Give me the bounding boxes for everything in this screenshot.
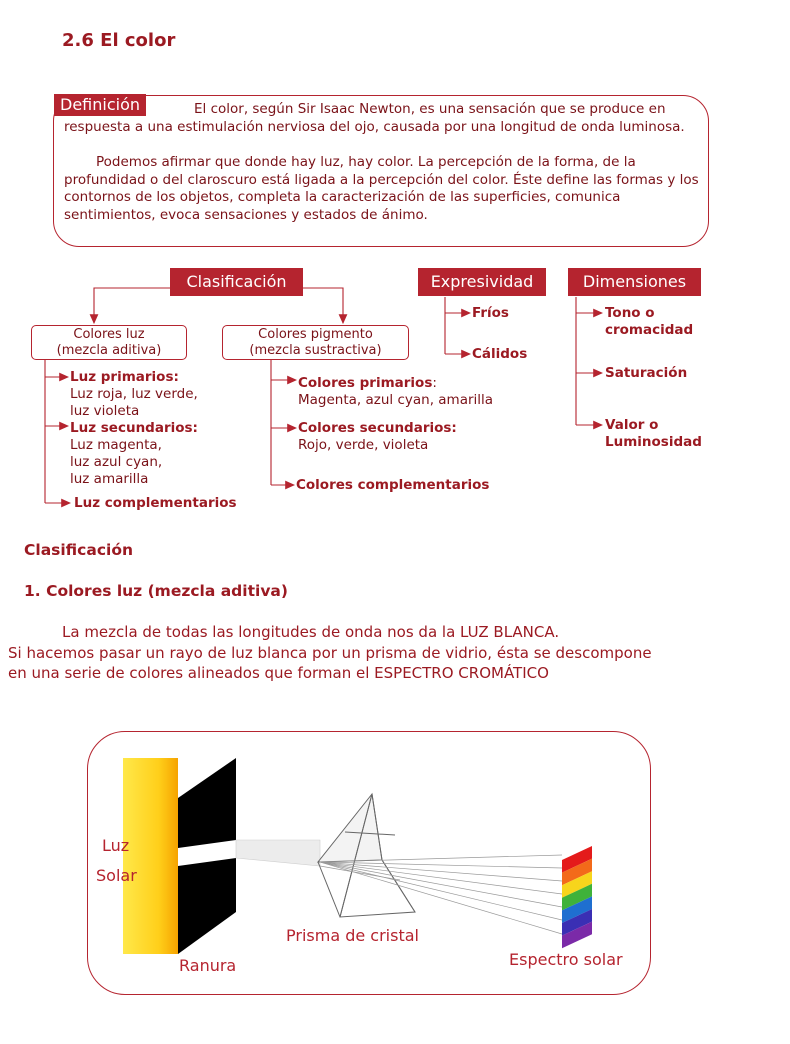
luz-secundarios-line2: luz azul cyan, xyxy=(70,454,163,470)
luz-primarios-label: Luz primarios: xyxy=(70,369,179,385)
page-title: 2.6 El color xyxy=(62,30,176,51)
pigmento-complementarios: Colores complementarios xyxy=(296,477,490,493)
pigmento-primarios-label: Colores primarios xyxy=(298,375,433,391)
dimensiones-header: Dimensiones xyxy=(568,268,701,296)
pigmento-primarios-line1: Magenta, azul cyan, amarilla xyxy=(298,392,494,408)
paragraph-line-1: La mezcla de todas las longitudes de onda nos da la LUZ BLANCA. xyxy=(62,623,560,641)
sunlight-panel xyxy=(123,758,178,954)
colores-luz-line2: (mezcla aditiva) xyxy=(56,343,162,358)
paragraph-line-3: en una serie de colores alineados que forman el ESPECTRO CROMÁTICO xyxy=(8,664,549,682)
expresividad-header: Expresividad xyxy=(418,268,546,296)
definition-tag: Definición xyxy=(54,94,146,116)
clasificacion-header: Clasificación xyxy=(170,268,303,296)
dimension-tono-line2: cromacidad xyxy=(605,322,694,338)
label-prisma: Prisma de cristal xyxy=(286,926,419,945)
pigmento-primarios-colon: : xyxy=(432,375,437,391)
dimension-valor-line1: Valor o xyxy=(605,417,659,433)
spectrum-strip xyxy=(562,846,592,948)
label-espectro: Espectro solar xyxy=(509,950,623,969)
light-beam xyxy=(236,840,320,866)
luz-secundarios-line1: Luz magenta, xyxy=(70,437,162,453)
colores-pigmento-line2: (mezcla sustractiva) xyxy=(249,343,382,358)
section-heading: Clasificación xyxy=(24,541,134,559)
luz-secundarios-line3: luz amarilla xyxy=(70,471,149,487)
luz-complementarios: Luz complementarios xyxy=(74,495,237,511)
prism xyxy=(318,794,415,917)
pigmento-secundarios-label: Colores secundarios: xyxy=(298,420,457,436)
dispersed-rays xyxy=(320,855,562,934)
definition-paragraph-1: El color, según Sir Isaac Newton, es una sensación que se produce en respuesta a una estimulación nerviosa del ojo, causada por una longitud de onda luminosa. xyxy=(64,101,685,135)
expresividad-calidos: Cálidos xyxy=(472,346,528,362)
dimension-saturacion: Saturación xyxy=(605,365,688,381)
dimension-tono-line1: Tono o xyxy=(605,305,655,321)
luz-primarios-line1: Luz roja, luz verde, xyxy=(70,386,198,402)
definition-paragraph-2: Podemos afirmar que donde hay luz, hay color. La percepción de la forma, de la profundidad o del claroscuro está ligada a la percepción del color. Éste define las formas y los contornos de los objetos, completa la caracterización de las superficies, comunica sentimientos, evoca sensaciones y estados de ánimo. xyxy=(64,154,699,223)
label-solar: Solar xyxy=(96,866,137,885)
section-subheading: 1. Colores luz (mezcla aditiva) xyxy=(24,582,288,600)
colores-luz-line1: Colores luz xyxy=(73,327,145,342)
pigmento-secundarios-line1: Rojo, verde, violeta xyxy=(298,437,429,453)
colores-pigmento-line1: Colores pigmento xyxy=(258,327,373,342)
luz-secundarios-label: Luz secundarios: xyxy=(70,420,198,436)
dimension-valor-line2: Luminosidad xyxy=(605,434,702,450)
expresividad-frios: Fríos xyxy=(472,305,509,321)
label-luz: Luz xyxy=(102,836,130,855)
paragraph-line-2: Si hacemos pasar un rayo de luz blanca por un prisma de vidrio, ésta se descompone xyxy=(8,644,652,662)
luz-primarios-line2: luz violeta xyxy=(70,403,140,419)
label-ranura: Ranura xyxy=(179,956,237,975)
